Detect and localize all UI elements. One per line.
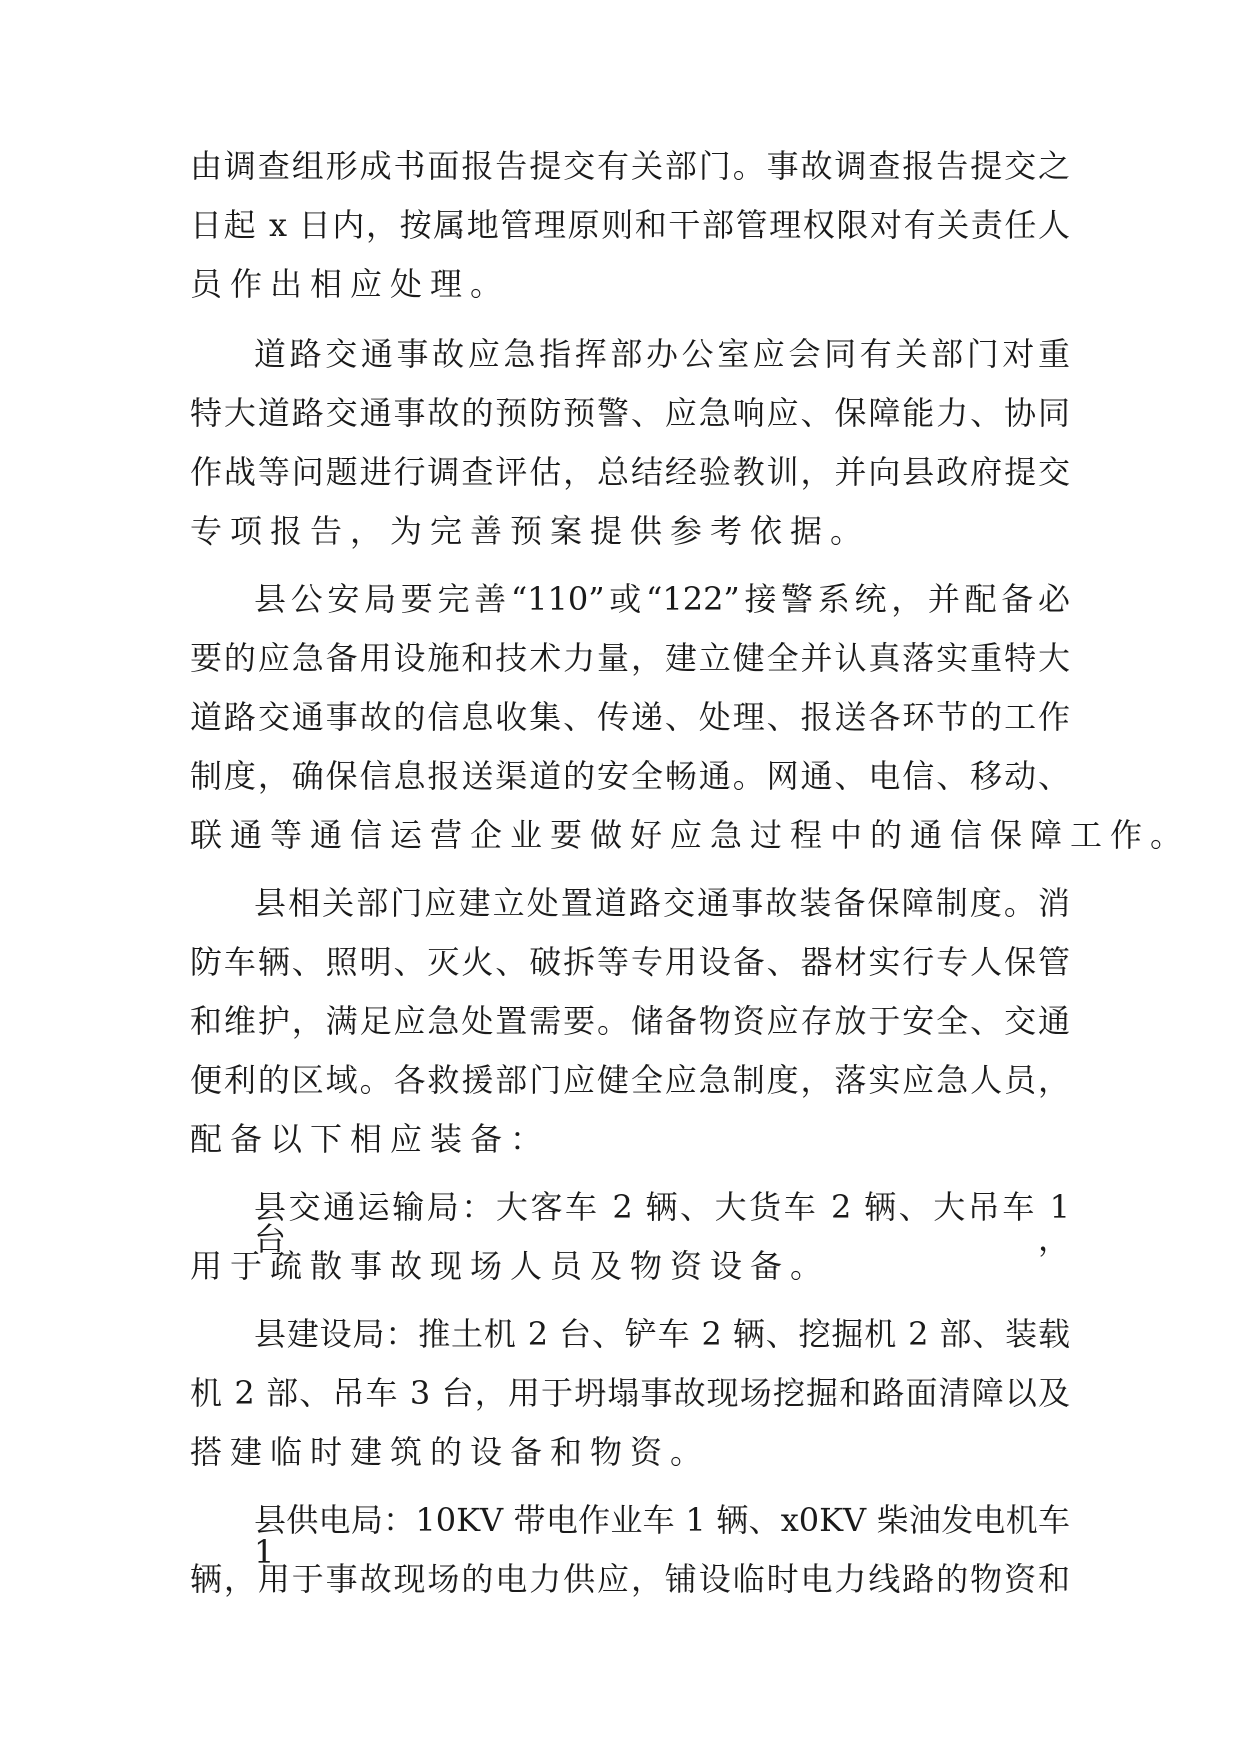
text-line: 日起 x 日内，按属地管理原则和干部管理权限对有关责任人 <box>190 206 1070 244</box>
text-line: 辆，用于事故现场的电力供应，铺设临时电力线路的物资和 <box>190 1560 1070 1598</box>
text-line: 县建设局：推土机 2 台、铲车 2 辆、挖掘机 2 部、装载 <box>254 1315 1070 1353</box>
text-line: 道路交通事故应急指挥部办公室应会同有关部门对重 <box>254 335 1070 373</box>
text-line: 作战等问题进行调查评估，总结经验教训，并向县政府提交 <box>190 453 1070 491</box>
text-line: 搭建临时建筑的设备和物资。 <box>190 1433 711 1471</box>
text-line: 员作出相应处理。 <box>190 265 511 303</box>
text-line: 便利的区域。各救援部门应健全应急制度，落实应急人员， <box>190 1061 1070 1099</box>
text-line: 县公安局要完善“110”或“122”接警系统，并配备必 <box>254 580 1070 618</box>
text-line: 制度，确保信息报送渠道的安全畅通。网通、电信、移动、 <box>190 757 1070 795</box>
text-line: 和维护，满足应急处置需要。储备物资应存放于安全、交通 <box>190 1002 1070 1040</box>
text-line: 专项报告，为完善预案提供参考依据。 <box>190 512 871 550</box>
text-line: 县供电局：10KV 带电作业车 1 辆、x0KV 柴油发电机车 1 <box>254 1501 1070 1571</box>
text-line: 用于疏散事故现场人员及物资设备。 <box>190 1247 831 1285</box>
text-line: 特大道路交通事故的预防预警、应急响应、保障能力、协同 <box>190 394 1070 432</box>
text-line: 由调查组形成书面报告提交有关部门。事故调查报告提交之 <box>190 147 1070 185</box>
text-line: 要的应急备用设施和技术力量，建立健全并认真落实重特大 <box>190 639 1070 677</box>
text-line: 防车辆、照明、灭火、破拆等专用设备、器材实行专人保管 <box>190 943 1070 981</box>
text-line: 机 2 部、吊车 3 台，用于坍塌事故现场挖掘和路面清障以及 <box>190 1374 1070 1412</box>
text-line: 道路交通事故的信息收集、传递、处理、报送各环节的工作 <box>190 698 1070 736</box>
text-line: 配备以下相应装备： <box>190 1120 551 1158</box>
text-line: 县交通运输局：大客车 2 辆、大货车 2 辆、大吊车 1 台， <box>254 1188 1070 1258</box>
text-line: 联通等通信运营企业要做好应急过程中的通信保障工作。 <box>190 816 1191 854</box>
text-line: 县相关部门应建立处置道路交通事故装备保障制度。消 <box>254 884 1070 922</box>
